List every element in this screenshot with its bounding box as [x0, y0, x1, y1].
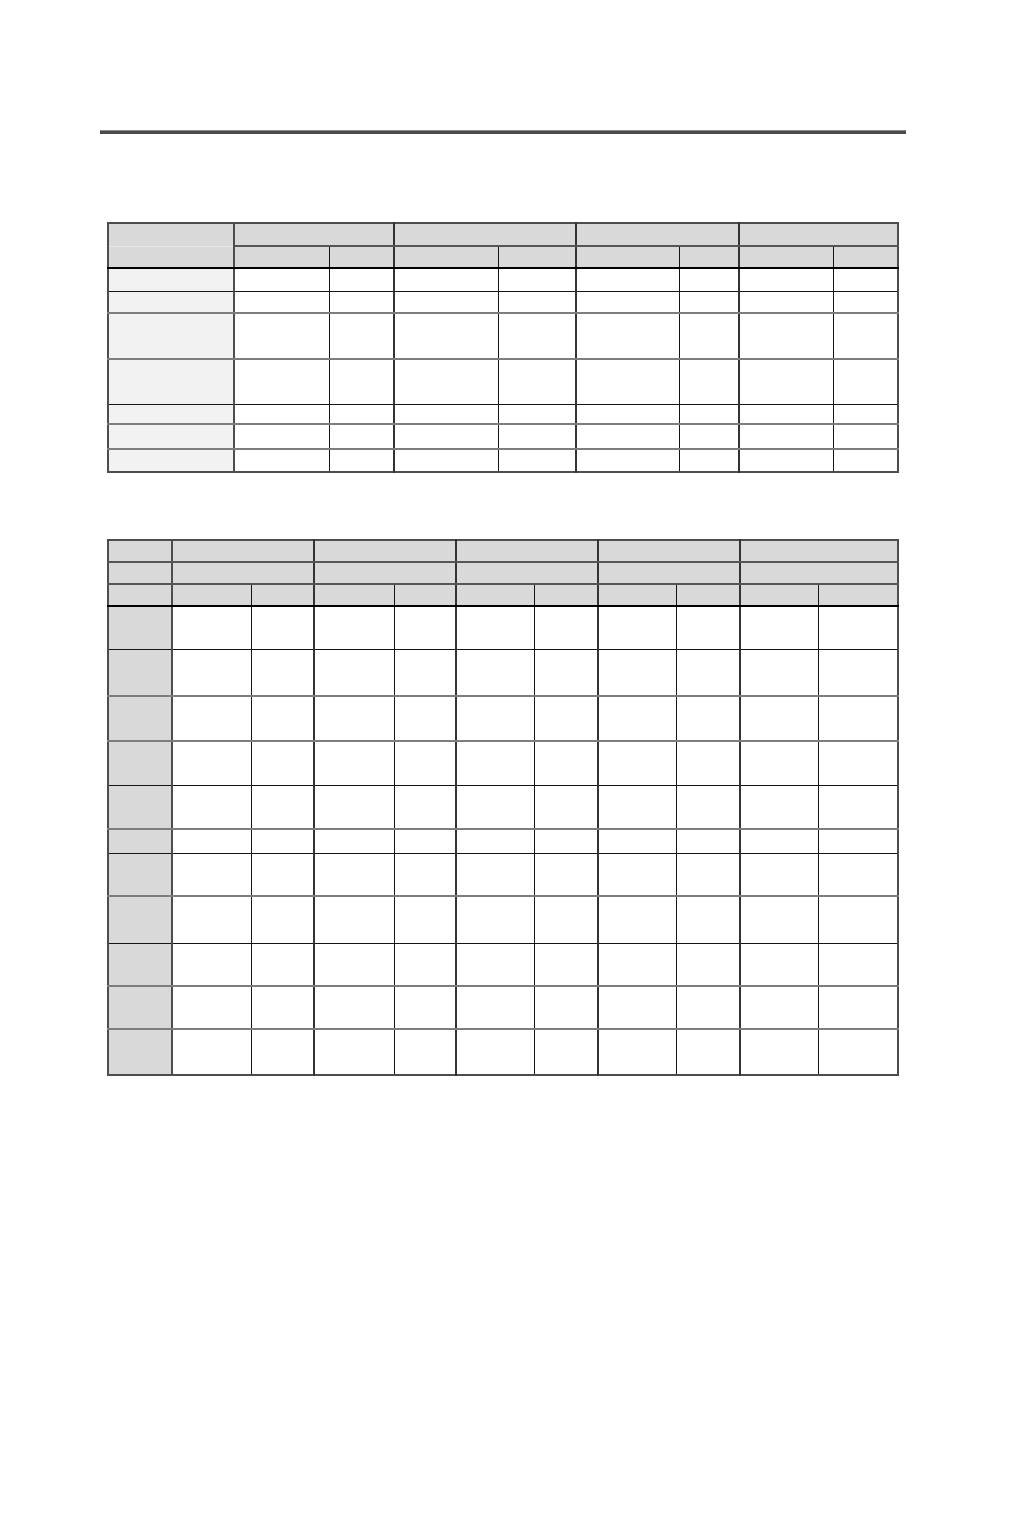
body-cell: [329, 424, 394, 449]
sub-header-cell: [394, 246, 498, 268]
body-cell: [251, 896, 314, 943]
body-cell: [394, 606, 456, 649]
sub-header-cell: [314, 584, 394, 606]
body-cell: [456, 943, 534, 986]
body-cell: [598, 741, 676, 785]
body-cell: [534, 896, 598, 943]
body-cell: [818, 943, 898, 986]
body-cell: [576, 359, 679, 404]
body-cell: [576, 424, 679, 449]
body-cell: [394, 785, 456, 829]
body-cell: [394, 1029, 456, 1075]
row-label-cell: [108, 359, 234, 404]
body-cell: [740, 1029, 818, 1075]
body-cell: [598, 986, 676, 1029]
body-cell: [598, 896, 676, 943]
body-cell: [818, 986, 898, 1029]
body-cell: [598, 853, 676, 896]
column-header-cell: [108, 223, 234, 246]
body-cell: [833, 404, 898, 424]
horizontal-rule: [100, 130, 906, 134]
body-cell: [534, 1029, 598, 1075]
body-cell: [833, 291, 898, 313]
body-cell: [456, 853, 534, 896]
body-cell: [234, 404, 329, 424]
body-cell: [251, 696, 314, 741]
sub-header-cell: [172, 584, 251, 606]
sub-header-cell: [456, 584, 534, 606]
group-header-cell: [598, 562, 740, 584]
sub-header-cell: [676, 584, 740, 606]
body-cell: [676, 943, 740, 986]
body-cell: [172, 606, 251, 649]
body-cell: [598, 649, 676, 696]
body-cell: [498, 291, 576, 313]
body-cell: [329, 313, 394, 359]
body-cell: [172, 943, 251, 986]
body-cell: [818, 649, 898, 696]
body-cell: [676, 853, 740, 896]
body-cell: [314, 1029, 394, 1075]
body-cell: [576, 268, 679, 291]
body-cell: [329, 404, 394, 424]
body-cell: [740, 741, 818, 785]
body-cell: [394, 404, 498, 424]
body-cell: [314, 696, 394, 741]
body-cell: [534, 853, 598, 896]
body-cell: [394, 291, 498, 313]
body-cell: [172, 853, 251, 896]
group-header-cell: [739, 223, 898, 246]
body-cell: [394, 449, 498, 472]
body-cell: [498, 404, 576, 424]
body-cell: [498, 449, 576, 472]
body-cell: [740, 896, 818, 943]
body-cell: [598, 943, 676, 986]
sub-header-cell: [598, 584, 676, 606]
body-cell: [394, 313, 498, 359]
body-cell: [576, 291, 679, 313]
group-header-cell: [314, 562, 456, 584]
sub-header-cell: [740, 584, 818, 606]
body-cell: [456, 696, 534, 741]
body-cell: [234, 268, 329, 291]
sub-header-cell: [498, 246, 576, 268]
body-cell: [394, 829, 456, 853]
group-header-cell: [598, 540, 740, 562]
body-cell: [394, 359, 498, 404]
body-cell: [172, 649, 251, 696]
body-cell: [534, 943, 598, 986]
body-cell: [329, 268, 394, 291]
body-cell: [172, 1029, 251, 1075]
body-cell: [456, 649, 534, 696]
group-header-cell: [456, 562, 598, 584]
body-cell: [740, 943, 818, 986]
body-cell: [739, 313, 833, 359]
body-cell: [234, 424, 329, 449]
group-header-cell: [456, 540, 598, 562]
body-cell: [314, 829, 394, 853]
body-cell: [598, 785, 676, 829]
group-header-cell: [394, 223, 576, 246]
body-cell: [394, 696, 456, 741]
body-cell: [251, 853, 314, 896]
body-cell: [234, 313, 329, 359]
body-cell: [679, 449, 739, 472]
body-cell: [314, 853, 394, 896]
lower-table: [107, 539, 899, 1076]
body-cell: [576, 404, 679, 424]
row-label-cell: [108, 853, 172, 896]
body-cell: [394, 986, 456, 1029]
body-cell: [676, 606, 740, 649]
column-header-cell: [108, 562, 172, 584]
body-cell: [172, 696, 251, 741]
body-cell: [679, 313, 739, 359]
body-cell: [818, 741, 898, 785]
body-cell: [598, 1029, 676, 1075]
sub-header-cell: [576, 246, 679, 268]
body-cell: [740, 649, 818, 696]
group-header-cell: [314, 540, 456, 562]
row-label-cell: [108, 986, 172, 1029]
body-cell: [172, 829, 251, 853]
body-cell: [833, 359, 898, 404]
body-cell: [740, 785, 818, 829]
body-cell: [676, 1029, 740, 1075]
body-cell: [456, 1029, 534, 1075]
body-cell: [676, 986, 740, 1029]
body-cell: [329, 359, 394, 404]
sub-header-cell: [534, 584, 598, 606]
body-cell: [598, 696, 676, 741]
body-cell: [251, 986, 314, 1029]
body-cell: [818, 896, 898, 943]
column-header-cell: [108, 584, 172, 606]
body-cell: [456, 606, 534, 649]
column-header-cell: [108, 246, 234, 268]
body-cell: [172, 896, 251, 943]
body-cell: [818, 829, 898, 853]
body-cell: [314, 649, 394, 696]
body-cell: [234, 291, 329, 313]
body-cell: [739, 404, 833, 424]
body-cell: [394, 896, 456, 943]
body-cell: [534, 829, 598, 853]
body-cell: [456, 829, 534, 853]
sub-header-cell: [329, 246, 394, 268]
body-cell: [679, 291, 739, 313]
row-label-cell: [108, 896, 172, 943]
body-cell: [329, 291, 394, 313]
body-cell: [251, 1029, 314, 1075]
body-cell: [251, 785, 314, 829]
row-label-cell: [108, 449, 234, 472]
body-cell: [739, 359, 833, 404]
row-label-cell: [108, 943, 172, 986]
body-cell: [679, 424, 739, 449]
body-cell: [394, 649, 456, 696]
body-cell: [676, 785, 740, 829]
body-cell: [172, 741, 251, 785]
body-cell: [739, 449, 833, 472]
group-header-cell: [576, 223, 739, 246]
body-cell: [314, 896, 394, 943]
row-label-cell: [108, 696, 172, 741]
body-cell: [833, 268, 898, 291]
group-header-cell: [740, 540, 898, 562]
body-cell: [833, 313, 898, 359]
body-cell: [818, 606, 898, 649]
upper-table: [107, 222, 899, 473]
group-header-cell: [740, 562, 898, 584]
sub-header-cell: [679, 246, 739, 268]
body-cell: [234, 359, 329, 404]
row-label-cell: [108, 606, 172, 649]
sub-header-cell: [818, 584, 898, 606]
body-cell: [314, 785, 394, 829]
body-cell: [676, 696, 740, 741]
row-label-cell: [108, 404, 234, 424]
body-cell: [456, 896, 534, 943]
body-cell: [676, 741, 740, 785]
body-cell: [456, 986, 534, 1029]
row-label-cell: [108, 268, 234, 291]
column-header-cell: [108, 540, 172, 562]
row-label-cell: [108, 741, 172, 785]
body-cell: [172, 785, 251, 829]
sub-header-cell: [739, 246, 833, 268]
body-cell: [739, 424, 833, 449]
body-cell: [498, 268, 576, 291]
body-cell: [498, 359, 576, 404]
body-cell: [251, 606, 314, 649]
row-label-cell: [108, 829, 172, 853]
body-cell: [314, 986, 394, 1029]
body-cell: [833, 449, 898, 472]
body-cell: [576, 449, 679, 472]
body-cell: [172, 986, 251, 1029]
body-cell: [740, 606, 818, 649]
row-label-cell: [108, 1029, 172, 1075]
body-cell: [251, 829, 314, 853]
body-cell: [456, 785, 534, 829]
body-cell: [394, 943, 456, 986]
sub-header-cell: [251, 584, 314, 606]
group-header-cell: [172, 540, 314, 562]
body-cell: [314, 606, 394, 649]
row-label-cell: [108, 785, 172, 829]
body-cell: [314, 943, 394, 986]
group-header-cell: [172, 562, 314, 584]
sub-header-cell: [394, 584, 456, 606]
body-cell: [598, 606, 676, 649]
row-label-cell: [108, 649, 172, 696]
body-cell: [740, 853, 818, 896]
body-cell: [534, 741, 598, 785]
sub-header-cell: [833, 246, 898, 268]
body-cell: [576, 313, 679, 359]
row-label-cell: [108, 291, 234, 313]
body-cell: [234, 449, 329, 472]
row-label-cell: [108, 313, 234, 359]
body-cell: [833, 424, 898, 449]
body-cell: [740, 696, 818, 741]
body-cell: [314, 741, 394, 785]
body-cell: [534, 986, 598, 1029]
body-cell: [394, 741, 456, 785]
body-cell: [534, 649, 598, 696]
body-cell: [251, 649, 314, 696]
body-cell: [394, 853, 456, 896]
body-cell: [818, 853, 898, 896]
body-cell: [394, 424, 498, 449]
body-cell: [598, 829, 676, 853]
body-cell: [534, 606, 598, 649]
body-cell: [329, 449, 394, 472]
body-cell: [740, 986, 818, 1029]
body-cell: [818, 1029, 898, 1075]
sub-header-cell: [234, 246, 329, 268]
body-cell: [534, 785, 598, 829]
body-cell: [679, 404, 739, 424]
body-cell: [679, 359, 739, 404]
body-cell: [251, 943, 314, 986]
body-cell: [739, 268, 833, 291]
body-cell: [534, 696, 598, 741]
group-header-cell: [234, 223, 394, 246]
body-cell: [456, 741, 534, 785]
body-cell: [498, 424, 576, 449]
body-cell: [679, 268, 739, 291]
body-cell: [818, 785, 898, 829]
body-cell: [394, 268, 498, 291]
body-cell: [251, 741, 314, 785]
body-cell: [676, 649, 740, 696]
body-cell: [739, 291, 833, 313]
row-label-cell: [108, 424, 234, 449]
body-cell: [740, 829, 818, 853]
body-cell: [676, 829, 740, 853]
body-cell: [818, 696, 898, 741]
body-cell: [498, 313, 576, 359]
body-cell: [676, 896, 740, 943]
